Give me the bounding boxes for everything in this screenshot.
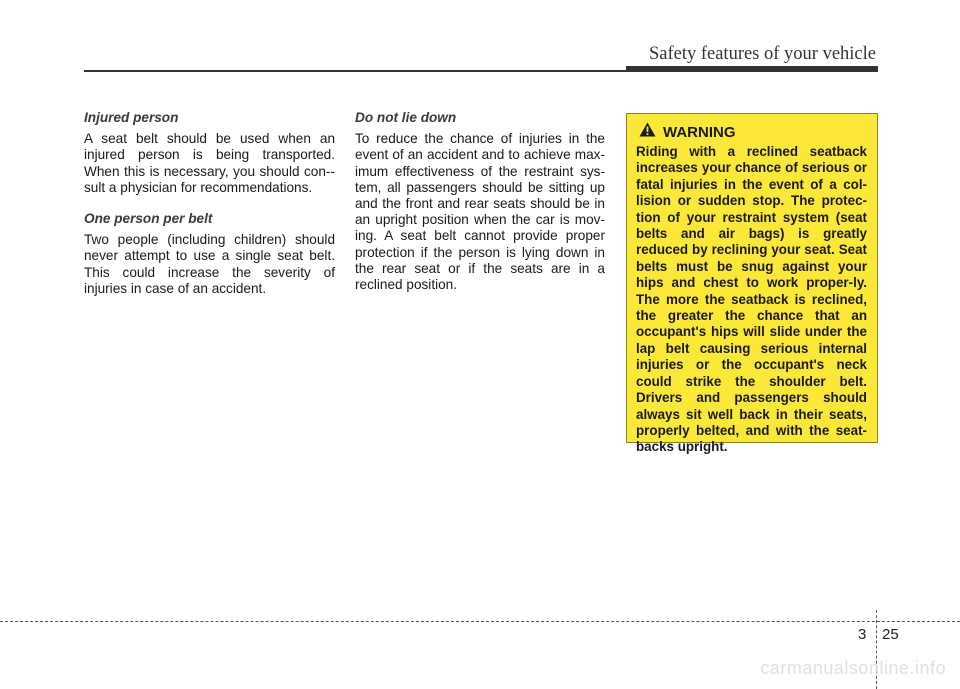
header-rule-tab [626,66,878,72]
middle-column [355,110,605,308]
section-heading: Injured person [84,110,179,125]
section-injured-person [84,110,335,196]
section-heading: Do not lie down [355,110,457,125]
section-heading: One person per belt [84,211,213,227]
section-do-not-lie-down [355,110,605,293]
warning-header [639,122,867,142]
page-number: 25 [882,626,899,643]
section-body: Two people (including children) should never attempt to use a single seat belt. This could increase the severity of injuries in case of an accident. [84,232,335,296]
chapter-number: 3 [858,626,867,643]
footer-rule [0,621,960,622]
warning-box [626,113,878,455]
warning-title: WARNING [663,123,736,141]
section-one-person-per-belt [84,211,335,297]
warning-triangle-icon [639,122,656,142]
section-body: To reduce the chance of injuries in the event of an accident and to achieve max-imum effectiveness of the restraint sys-tem, all passengers should be sitting up and the front and rear seats should be in an upright position when the car is mov-ing. A seat belt cannot provide proper protection if the person is lying down in the rear seat or if the seats are in a reclined position. [355,131,605,293]
left-column [84,110,335,312]
page-header-title: Safety features of your vehicle [648,44,876,64]
warning-text: Riding with a reclined seatback increases your chance of serious or fatal injuries in the event of a col-lision or sudden stop. The protec-tion of your restraint system (seat belts and air bags) is greatly reduced by reclining your seat. Seat belts must be snug against your hips and chest to work proper-ly. The more the seatback is reclined, the greater the chance that an occupant's hips will slide under the lap belt causing serious internal injuries or the occupant's neck could strike the shoulder belt. Drivers and passengers should always sit well back in their seats, properly belted, and with the seat-backs upright. [636,144,867,455]
section-body: A seat belt should be used when an injured person is being transported. When this is necessary, you should con-sult a physician for recommendations. [84,131,335,195]
watermark: carmanualsonline.info [760,658,946,678]
